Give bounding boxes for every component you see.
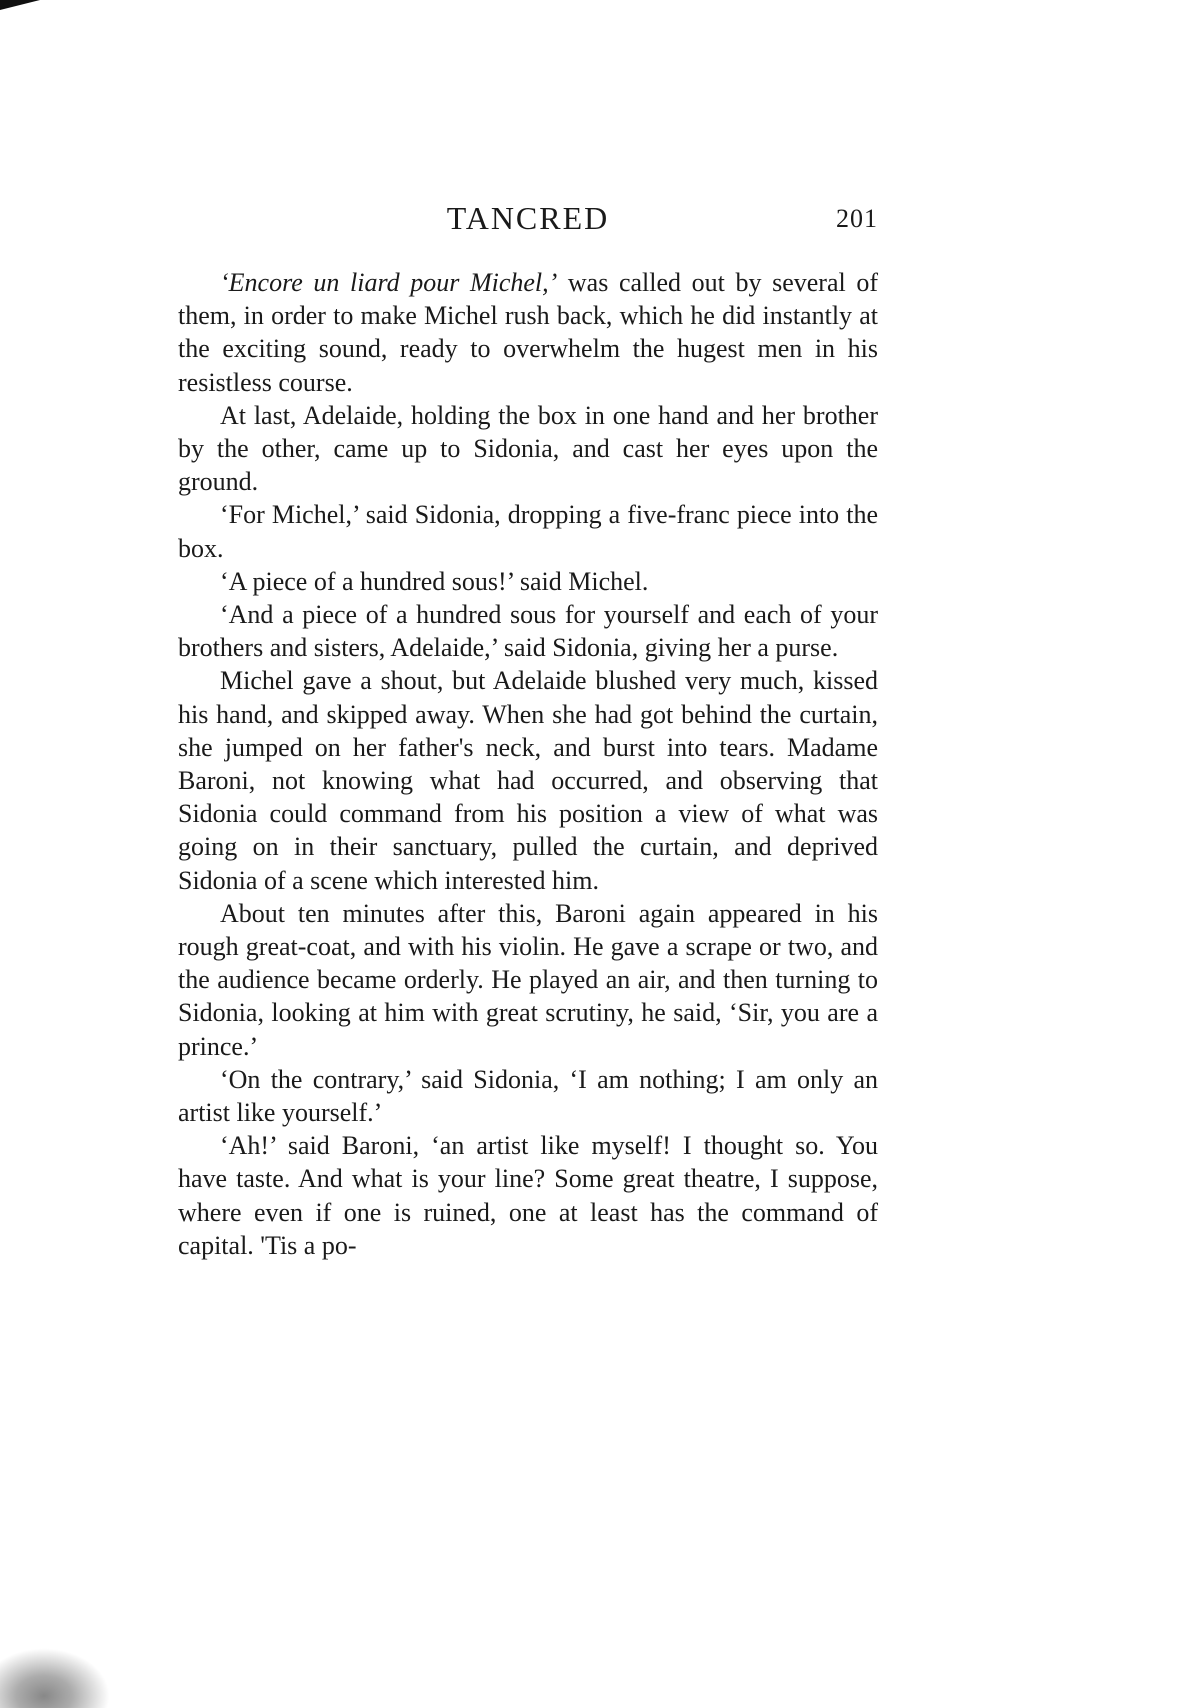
paragraph	[178, 1063, 878, 1129]
paragraph-text: ‘On the contrary,’ said Sidonia, ‘I am nothing; I am only an artist like yourself.’	[178, 1064, 878, 1128]
paragraph-text: About ten minutes after this, Baroni again appeared in his rough great-coat, and with his violin. He gave a scrape or two, and the audience became orderly. He played an air, and then turning to Sidonia, looking at him with great scrutiny, he said, ‘Sir, you are a prince.’	[178, 898, 878, 1061]
paragraph	[178, 266, 878, 399]
paragraph	[178, 598, 878, 664]
paragraph	[178, 565, 878, 598]
running-title: TANCRED	[446, 200, 610, 236]
paragraph	[178, 664, 878, 896]
paragraph-text: was called out by several of them, in order to make Michel rush back, which he did instantly at the exciting sound, ready to overwhelm the hugest men in his resistless course.	[178, 268, 878, 397]
page-header	[178, 200, 878, 240]
paragraph	[178, 897, 878, 1063]
body-text	[178, 266, 878, 1262]
paragraph-text: ‘For Michel,’ said Sidonia, dropping a five-franc piece into the box.	[178, 500, 878, 563]
paragraph-text: ‘Ah!’ said Baroni, ‘an artist like myself! I thought so. You have taste. And what is your line? Some great theatre, I suppose, where even if one is ruined, one at least has the command of capital. 'Tis a po-	[178, 1131, 878, 1260]
paragraph	[178, 1129, 878, 1262]
italic-phrase: ‘Encore un liard pour Michel,’	[220, 268, 558, 297]
page-number: 201	[836, 204, 878, 233]
paragraph	[178, 399, 878, 499]
paragraph	[178, 498, 878, 564]
paragraph-text: ‘A piece of a hundred sous!’ said Michel.	[220, 566, 649, 596]
scan-smudge	[0, 1648, 110, 1708]
paragraph-text: ‘And a piece of a hundred sous for yourself and each of your brothers and sisters, Adelaide,’ said Sidonia, giving her a purse.	[178, 600, 878, 663]
corner-scan-mark	[0, 0, 40, 10]
paragraph-text: At last, Adelaide, holding the box in one hand and her brother by the other, came up to Sidonia, and cast her eyes upon the ground.	[178, 400, 878, 497]
paragraph-text: Michel gave a shout, but Adelaide blushed very much, kissed his hand, and skipped away. When she had got behind the curtain, she jumped on her father's neck, and burst into tears. Madame Baroni, not knowing what had occurred, and observing that Sidonia could command from his position a view of what was going on in their sanctuary, pulled the curtain, and deprived Sidonia of a scene which interested him.	[178, 666, 878, 895]
